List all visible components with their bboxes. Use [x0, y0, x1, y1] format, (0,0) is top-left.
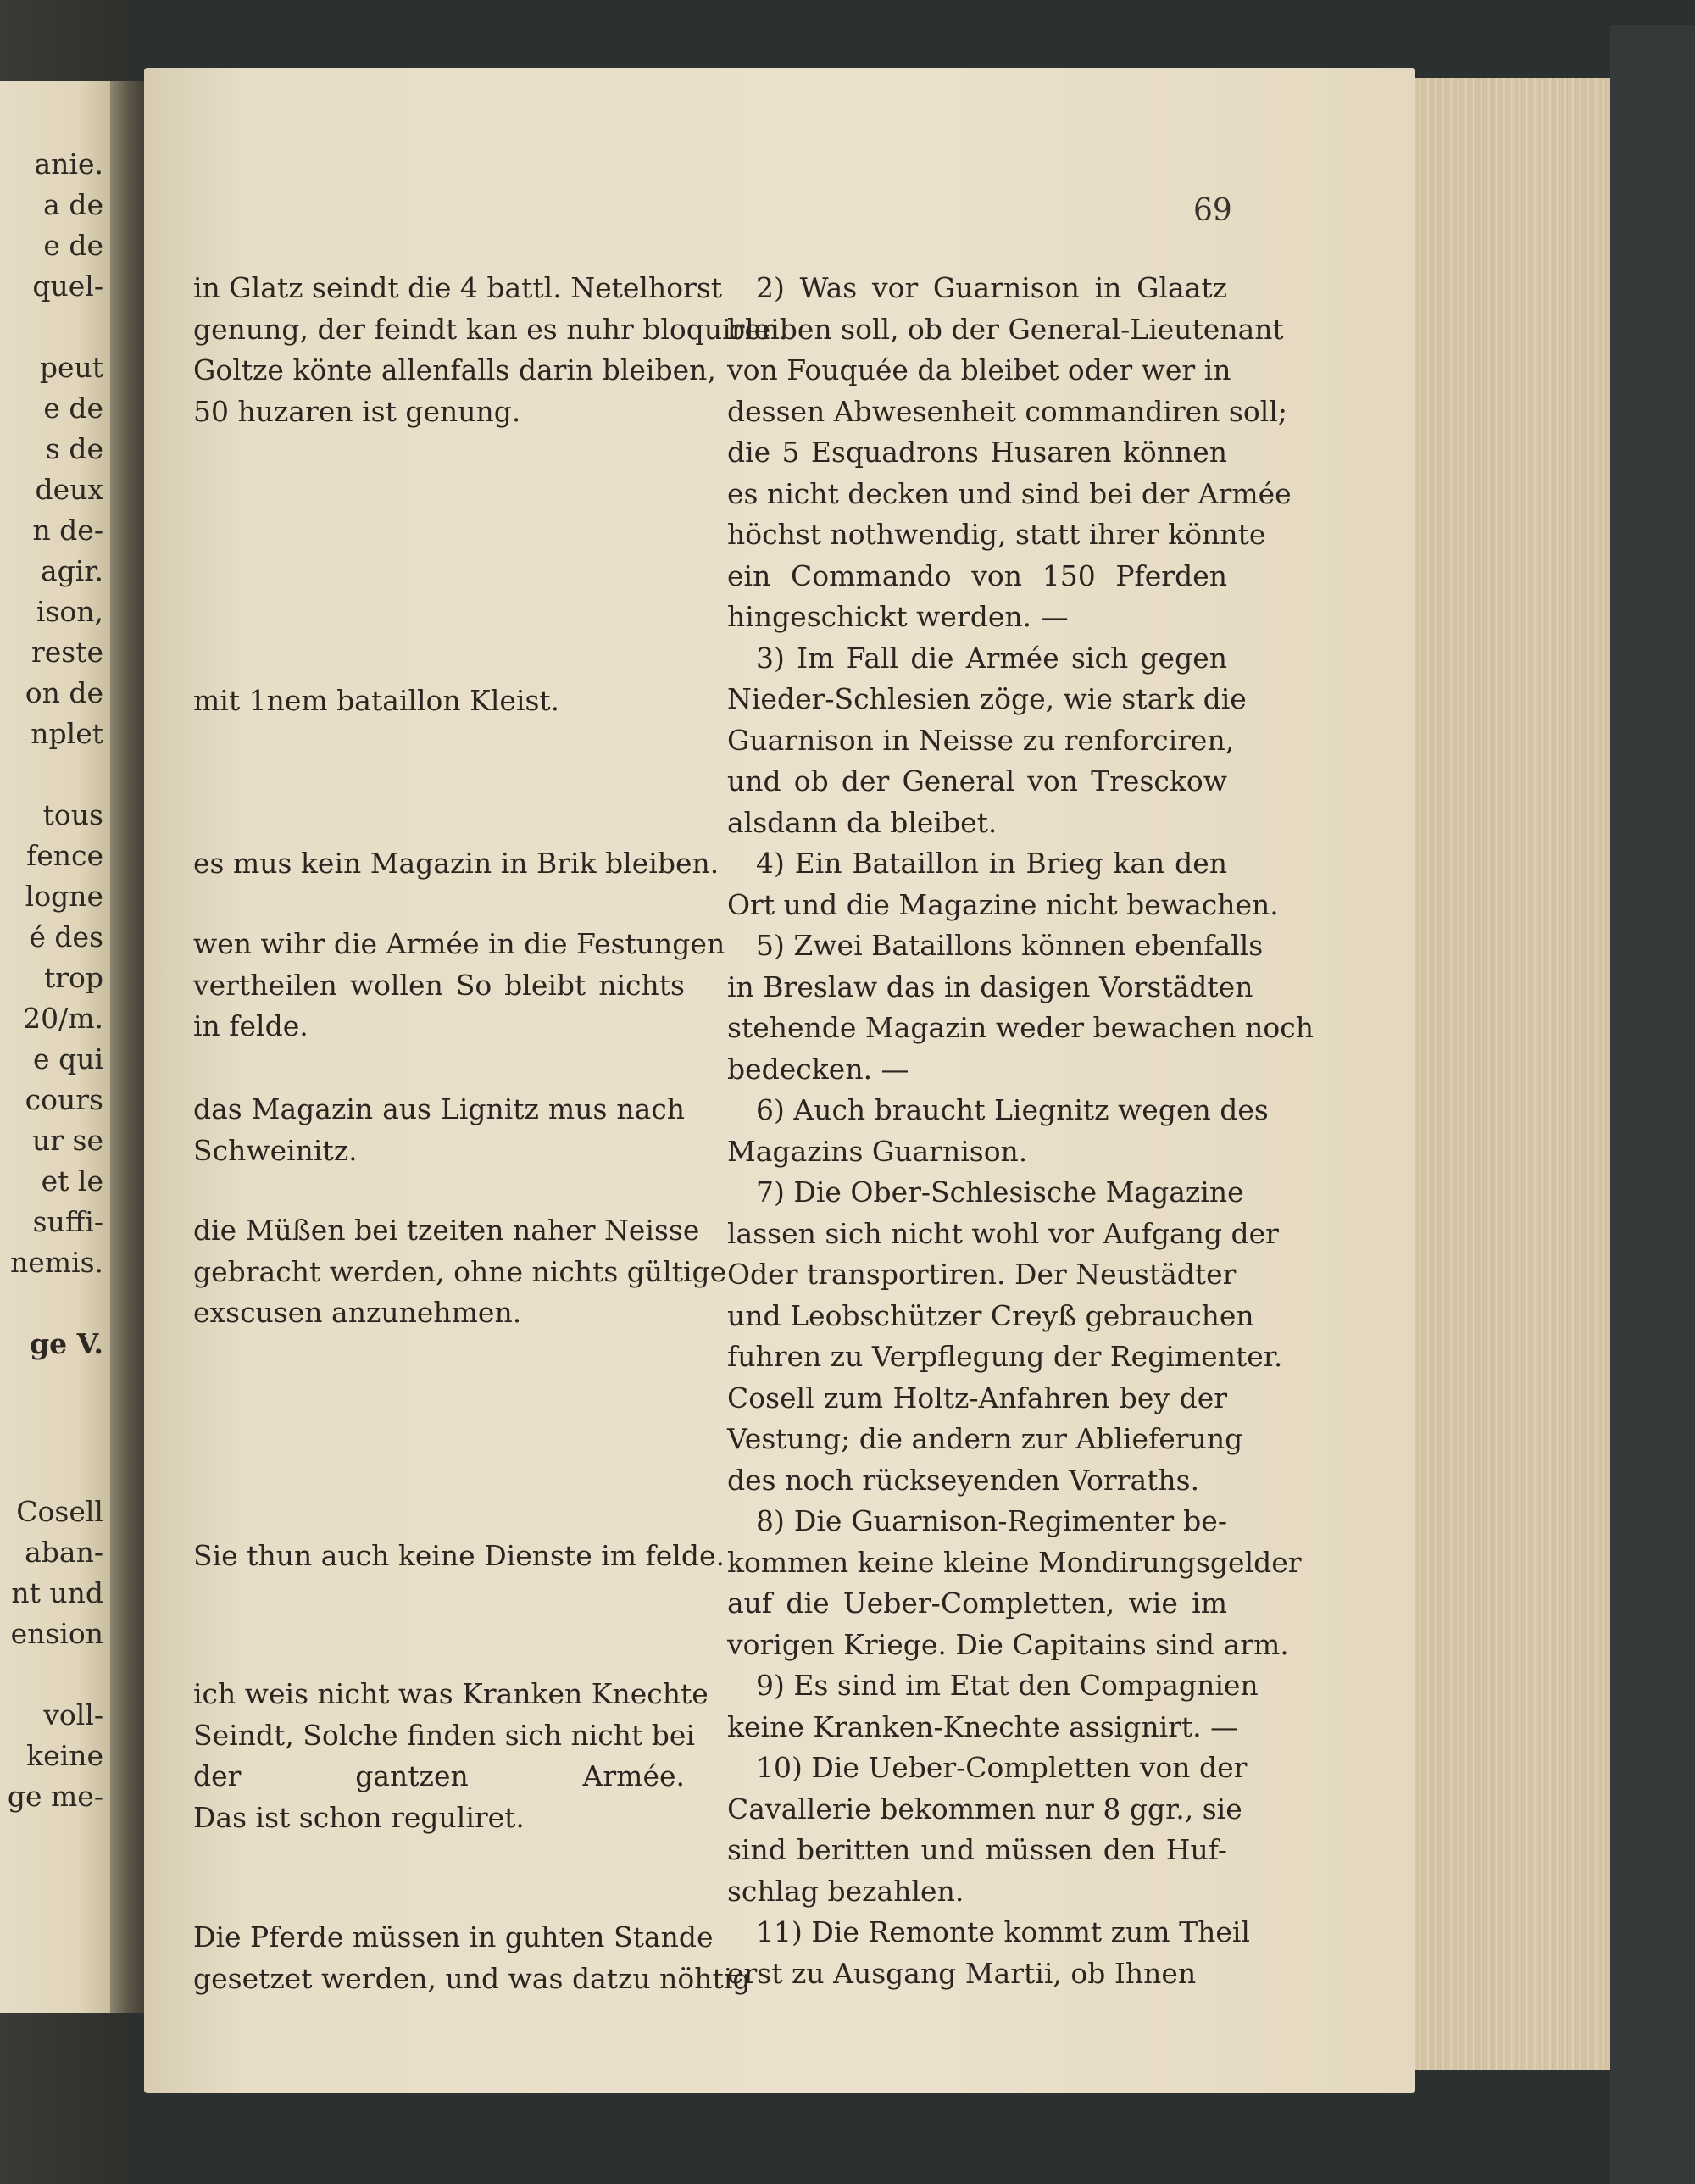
left-page-text-line: voll-: [43, 1698, 103, 1731]
left-page-text-line: a de: [43, 188, 103, 221]
main-text-line: höchst nothwendig, statt ihrer könnte: [727, 518, 1266, 551]
main-text-line: kommen keine kleine Mondirungsgelder: [727, 1545, 1302, 1579]
page-edges: [1415, 78, 1627, 2070]
marginal-annotation: [193, 1089, 685, 1171]
marginal-annotation: [193, 924, 725, 1048]
left-page-text-line: fence: [25, 839, 103, 872]
main-text-line: 4) Ein Bataillon in Brieg kan den: [756, 847, 1227, 880]
main-text-line: und ob der General von Tresckow: [727, 764, 1227, 797]
main-text-line: von Fouquée da bleibet oder wer in: [727, 353, 1231, 386]
main-text-line: alsdann da bleibet.: [727, 805, 998, 839]
main-text-line: fuhren zu Verpflegung der Regimenter.: [727, 1340, 1283, 1373]
main-text-line: schlag bezahlen.: [727, 1874, 964, 1908]
annotation-line: ich weis nicht was Kranken Knechte: [193, 1677, 709, 1710]
annotation-line: gesetzet werden, und was datzu nöhtig: [193, 1961, 751, 1995]
annotation-line: Die Pferde müssen in guhten Stande: [193, 1920, 714, 1953]
main-text-line: in Breslaw das in dasigen Vorstädten: [727, 970, 1253, 1003]
marginal-annotation: [193, 1917, 751, 1999]
left-page-text-line: suffi-: [32, 1205, 103, 1238]
left-page-text-line: anie.: [34, 147, 103, 181]
main-text-line: Ort und die Magazine nicht bewachen.: [727, 887, 1279, 921]
left-page-text-line: aban-: [25, 1536, 103, 1569]
main-text-line: Guarnison in Neisse zu renforciren,: [727, 723, 1235, 757]
annotation-line: die Müßen bei tzeiten naher Neisse: [193, 1214, 700, 1247]
annotation-line: in felde.: [193, 1009, 308, 1042]
annotation-line: Seindt, Solche finden sich nicht bei: [193, 1718, 695, 1752]
annotation-line: 50 huzaren ist genung.: [193, 394, 521, 428]
main-text-line: vorigen Kriege. Die Capitains sind arm.: [727, 1627, 1289, 1661]
left-page-text-line: ge me-: [7, 1780, 103, 1813]
annotation-line: Sie thun auch keine Dienste im felde.: [193, 1539, 725, 1572]
book-gutter: [110, 81, 148, 2013]
marginal-annotation: [193, 1674, 709, 1838]
book-cover: [1610, 25, 1695, 2184]
left-page-text-line: e de: [43, 392, 103, 425]
left-page-text-line: e qui: [33, 1042, 103, 1075]
main-text-line: 5) Zwei Bataillons können ebenfalls: [756, 929, 1264, 962]
left-page-text-line: keine: [26, 1739, 103, 1772]
main-text-line: 9) Es sind im Etat den Compagnien: [756, 1669, 1259, 1702]
left-page-text-line: ison,: [36, 595, 103, 628]
left-page-text-line: cours: [25, 1083, 103, 1116]
marginal-annotation: [193, 681, 685, 722]
main-text-line: bedecken. —: [727, 1052, 909, 1086]
main-text-line: 2) Was vor Guarnison in Glaatz: [756, 271, 1227, 304]
annotation-line: Schweinitz.: [193, 1133, 358, 1167]
left-page-fragment: [0, 81, 110, 2013]
left-page-text-line: on de: [25, 676, 103, 709]
main-text-line: auf die Ueber-Completten, wie im: [727, 1587, 1227, 1620]
left-page-text-line: et le: [41, 1164, 103, 1198]
annotation-line: gebracht werden, ohne nichts gültige: [193, 1254, 727, 1288]
main-text-column: [727, 268, 1314, 1994]
annotation-line: vertheilen wollen So bleibt nichts: [193, 968, 685, 1002]
left-page-text-line: nplet: [31, 717, 103, 750]
main-text-line: sind beritten und müssen den Huf-: [727, 1833, 1227, 1866]
marginal-annotation: [193, 268, 788, 432]
main-text-line: Nieder-Schlesien zöge, wie stark die: [727, 682, 1247, 715]
main-text-line: die 5 Esquadrons Husaren können: [727, 436, 1227, 469]
main-text-line: dessen Abwesenheit commandiren soll;: [727, 394, 1287, 428]
page-number: 69: [1193, 193, 1232, 228]
main-text-line: 7) Die Ober-Schlesische Magazine: [756, 1175, 1244, 1209]
left-page-text-line: ension: [10, 1617, 103, 1650]
left-page-text-line: agir.: [41, 554, 103, 587]
main-text-line: erst zu Ausgang Martii, ob Ihnen: [727, 1956, 1197, 1990]
main-text-line: 10) Die Ueber-Completten von der: [756, 1751, 1248, 1784]
left-page-text-line: trop: [43, 961, 103, 994]
left-page-text-line: é des: [29, 920, 103, 953]
annotation-line: wen wihr die Armée in die Festungen: [193, 927, 725, 960]
main-text-line: des noch rückseyenden Vorraths.: [727, 1463, 1200, 1497]
left-page-text-line: n de-: [32, 514, 103, 547]
left-page-text-line: logne: [25, 880, 103, 913]
main-text-line: stehende Magazin weder bewachen noch: [727, 1011, 1314, 1044]
annotation-line: Goltze könte allenfalls darin bleiben,: [193, 353, 716, 386]
main-text-line: lassen sich nicht wohl vor Aufgang der: [727, 1216, 1279, 1250]
left-page-text-line: quel-: [32, 270, 103, 303]
main-text-line: bleiben soll, ob der General-Lieutenant: [727, 312, 1284, 346]
annotation-line: Das ist schon reguliret.: [193, 1800, 525, 1834]
left-page-text-line: Cosell: [16, 1495, 103, 1528]
main-text-line: 8) Die Guarnison-Regimenter be-: [756, 1504, 1227, 1537]
marginal-annotation: [193, 843, 720, 885]
left-page-text-line: s de: [45, 432, 103, 465]
left-page-text-line: nemis.: [9, 1246, 103, 1279]
marginal-annotation: [193, 1536, 725, 1577]
main-text-line: Cosell zum Holtz-Anfahren bey der: [727, 1381, 1227, 1414]
main-text-line: Vestung; die andern zur Ablieferung: [727, 1422, 1243, 1455]
annotation-line: in Glatz seindt die 4 battl. Netelhorst: [193, 271, 723, 304]
main-text-line: keine Kranken-Knechte assignirt. —: [727, 1709, 1239, 1743]
annotation-line: mit 1nem bataillon Kleist.: [193, 684, 560, 717]
left-page-text-line: deux: [35, 473, 103, 506]
main-text-line: es nicht decken und sind bei der Armée: [727, 476, 1292, 510]
left-page-text-line: e de: [43, 229, 103, 262]
main-text-line: ein Commando von 150 Pferden: [727, 559, 1227, 592]
left-page-text-line: ge V.: [30, 1327, 103, 1360]
left-page-text-line: tous: [42, 798, 103, 831]
annotation-line: der gantzen Armée.: [193, 1759, 685, 1792]
annotation-line: das Magazin aus Lignitz mus nach: [193, 1092, 685, 1125]
main-text-line: Oder transportiren. Der Neustädter: [727, 1258, 1237, 1291]
left-page-text-line: nt und: [11, 1576, 103, 1609]
main-text-line: und Leobschützer Creyß gebrauchen: [727, 1298, 1254, 1332]
main-text-line: Cavallerie bekommen nur 8 ggr., sie: [727, 1792, 1242, 1826]
annotation-line: exscusen anzunehmen.: [193, 1296, 522, 1329]
main-text-line: 6) Auch braucht Liegnitz wegen des: [756, 1093, 1269, 1126]
main-text-line: 11) Die Remonte kommt zum Theil: [756, 1915, 1250, 1948]
left-page-text-line: peut: [39, 351, 103, 384]
left-page-text-line: reste: [31, 636, 103, 669]
left-page-text-line: 20/m.: [23, 1002, 103, 1035]
annotation-line: es mus kein Magazin in Brik bleiben.: [193, 847, 720, 880]
main-text-line: Magazins Guarnison.: [727, 1134, 1028, 1168]
marginal-annotation: [193, 1210, 727, 1334]
main-text-line: 3) Im Fall die Armée sich gegen: [756, 641, 1227, 675]
left-page-text-line: ur se: [32, 1124, 103, 1157]
main-text-line: hingeschickt werden. —: [727, 600, 1069, 633]
annotation-line: genung, der feindt kan es nuhr bloquiren.: [193, 312, 788, 346]
